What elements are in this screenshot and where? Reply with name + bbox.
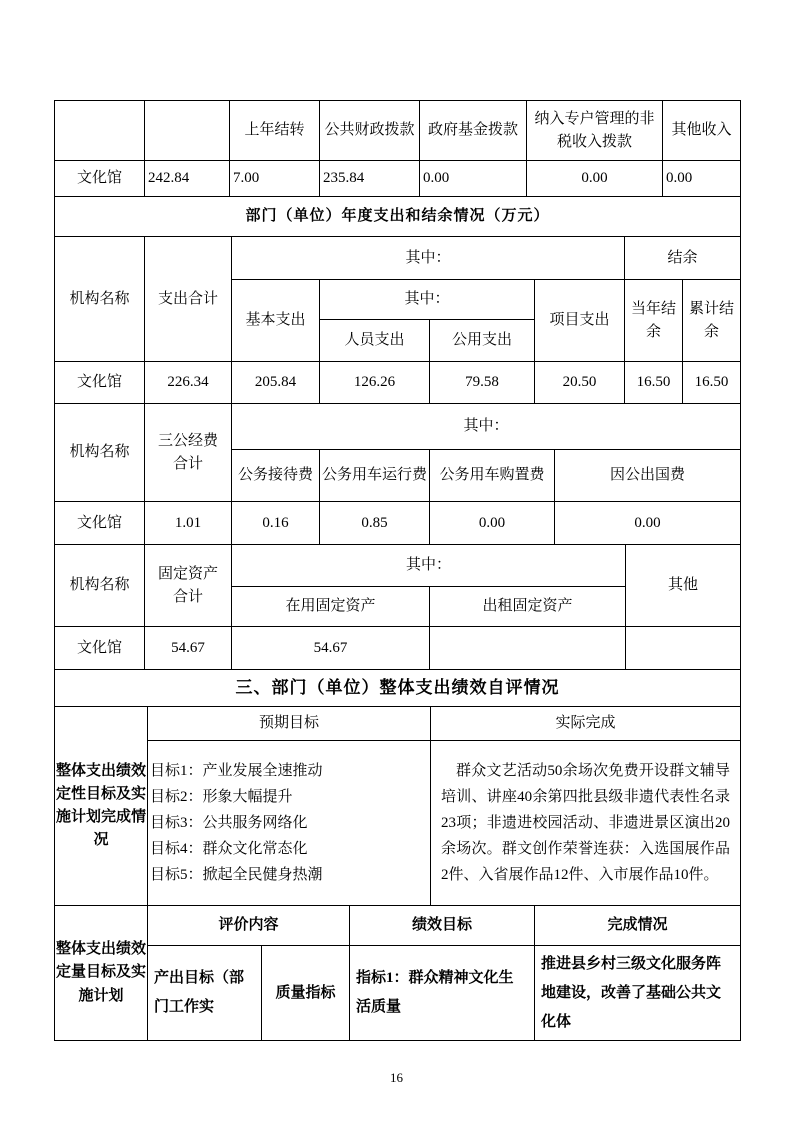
qualitative-header-row [55, 707, 741, 741]
project-expense-value: 20.50 [535, 362, 625, 404]
header-org-name: 机构名称 [55, 545, 145, 627]
header-fixed-assets-total [145, 545, 232, 627]
report-tables [54, 100, 740, 1041]
income-total-value: 242.84 [145, 161, 230, 197]
quantitative-body-row [55, 946, 741, 1041]
income-other-value: 0.00 [663, 161, 741, 197]
header-other-assets: 其他 [626, 545, 741, 627]
header-expected-goals: 预期目标 [148, 707, 431, 741]
header-among: 其中： [232, 237, 625, 280]
vehicle-operation-value: 0.85 [320, 502, 430, 545]
output-goal-cell: 产出目标（部门工作实 [148, 946, 262, 1041]
header-carryover: 上年结转 [230, 101, 320, 161]
header-leased-assets: 出租固定资产 [430, 587, 626, 627]
header-org-name: 机构名称 [55, 237, 145, 362]
income-carryover-value: 7.00 [230, 161, 320, 197]
three-public-data-row [55, 502, 741, 545]
qualitative-goals-table [54, 706, 741, 906]
header-year-balance: 当年结余 [625, 280, 683, 362]
label-text: 三公经费合计 [157, 433, 218, 472]
performance-section-title: 三、部门（单位）整体支出绩效自评情况 [55, 670, 741, 707]
goal-item: 目标2：形象大幅提升 [150, 789, 293, 805]
income-header-row [55, 101, 741, 161]
actual-completion-text: 群众文艺活动50余场次免费开设群文辅导培训、讲座40余第四批县级非遗代表性名录23项；非遗进校园活动、非遗进景区演出20余场次。群文创作荣誉连获：入选国展作品2件、入省展作品12件、入市展作品10件。 [441, 763, 730, 883]
expense-table [54, 236, 741, 404]
fixed-assets-total-value: 54.67 [145, 627, 232, 670]
org-name-cell: 文化馆 [55, 627, 145, 670]
header-among: 其中： [232, 404, 741, 450]
income-data-row [55, 161, 741, 197]
goal-item: 目标1：产业发展全速推动 [150, 763, 323, 779]
header-eval-content: 评价内容 [148, 906, 350, 946]
expected-goals-cell [148, 741, 431, 906]
header-public-expense: 公用支出 [430, 320, 535, 362]
reception-value: 0.16 [232, 502, 320, 545]
vehicle-purchase-value: 0.00 [430, 502, 555, 545]
header-reception-expense: 公务接待费 [232, 450, 320, 502]
header-expense-total: 支出合计 [145, 237, 232, 362]
header-in-use-assets: 在用固定资产 [232, 587, 430, 627]
header-vehicle-purchase: 公务用车购置费 [430, 450, 555, 502]
header-special-account-income: 纳入专户管理的非税收入拨款 [527, 101, 663, 161]
three-public-header-row-1 [55, 404, 741, 450]
actual-completion-cell [431, 741, 741, 906]
fixed-assets-table [54, 544, 741, 670]
org-name-cell: 文化馆 [55, 362, 145, 404]
blank-header-cell [55, 101, 145, 161]
header-gov-fund-grant: 政府基金拨款 [420, 101, 527, 161]
header-personnel-expense: 人员支出 [320, 320, 430, 362]
header-cumulative-balance: 累计结余 [683, 280, 741, 362]
header-abroad-expense: 因公出国费 [555, 450, 741, 502]
completion-text-cell: 推进县乡村三级文化服务阵地建设，改善了基础公共文化体 [535, 946, 741, 1041]
expense-section-bar [54, 196, 741, 237]
header-actual-completion: 实际完成 [431, 707, 741, 741]
indicator-1-cell: 指标1：群众精神文化生活质量 [350, 946, 535, 1041]
income-table [54, 100, 741, 197]
expense-section-title: 部门（单位）年度支出和结余情况（万元） [55, 197, 741, 237]
qualitative-side-label: 整体支出绩效定性目标及实施计划完成情况 [55, 707, 148, 906]
income-special-account-value: 0.00 [527, 161, 663, 197]
expense-total-value: 226.34 [145, 362, 232, 404]
header-among: 其中： [232, 545, 626, 587]
header-three-public-total [145, 404, 232, 502]
goal-item: 目标4：群众文化常态化 [150, 841, 308, 857]
quantitative-header-row [55, 906, 741, 946]
goal-item: 目标5：掀起全民健身热潮 [150, 867, 323, 883]
leased-assets-value [430, 627, 626, 670]
expense-header-row-1 [55, 237, 741, 280]
fixed-assets-data-row [55, 627, 741, 670]
performance-section-bar [54, 669, 741, 707]
personnel-expense-value: 126.26 [320, 362, 430, 404]
table-row [55, 197, 741, 237]
blank-header-cell [145, 101, 230, 161]
header-project-expense: 项目支出 [535, 280, 625, 362]
three-public-total-value: 1.01 [145, 502, 232, 545]
header-vehicle-operation: 公务用车运行费 [320, 450, 430, 502]
other-assets-value [626, 627, 741, 670]
header-basic-expense: 基本支出 [232, 280, 320, 362]
cumulative-balance-value: 16.50 [683, 362, 741, 404]
abroad-value: 0.00 [555, 502, 741, 545]
header-public-finance-grant: 公共财政拨款 [320, 101, 420, 161]
table-row [55, 670, 741, 707]
header-org-name: 机构名称 [55, 404, 145, 502]
income-gov-fund-value: 0.00 [420, 161, 527, 197]
goal-item: 目标3：公共服务网络化 [150, 815, 308, 831]
org-name-cell: 文化馆 [55, 161, 145, 197]
income-public-finance-value: 235.84 [320, 161, 420, 197]
quality-indicator-cell: 质量指标 [262, 946, 350, 1041]
fixed-assets-header-row-1 [55, 545, 741, 587]
header-among-2: 其中： [320, 280, 535, 320]
year-balance-value: 16.50 [625, 362, 683, 404]
three-public-table [54, 403, 741, 545]
header-performance-target: 绩效目标 [350, 906, 535, 946]
org-name-cell: 文化馆 [55, 502, 145, 545]
expense-data-row [55, 362, 741, 404]
in-use-assets-value: 54.67 [232, 627, 430, 670]
header-completion-status: 完成情况 [535, 906, 741, 946]
quantitative-goals-table [54, 905, 741, 1041]
public-expense-value: 79.58 [430, 362, 535, 404]
page-number: 16 [390, 1070, 403, 1085]
basic-expense-value: 205.84 [232, 362, 320, 404]
header-balance: 结余 [625, 237, 741, 280]
header-other-income: 其他收入 [663, 101, 741, 161]
quantitative-side-label: 整体支出绩效定量目标及实施计划 [55, 906, 148, 1041]
qualitative-body-row [55, 741, 741, 906]
label-text: 固定资产合计 [157, 566, 218, 605]
